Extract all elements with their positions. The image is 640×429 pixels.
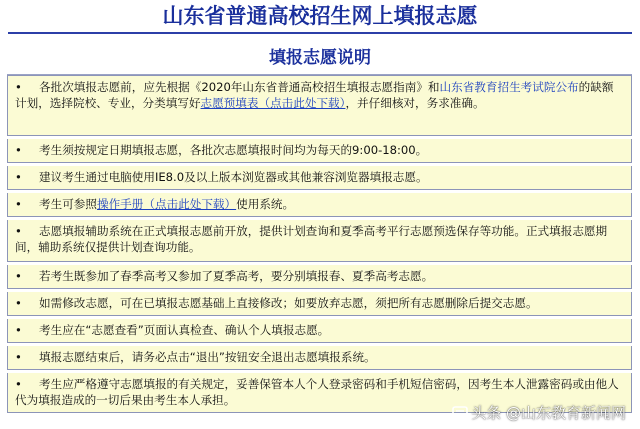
toutiao-logo-icon <box>452 406 468 420</box>
notice-item <box>7 319 632 343</box>
notice-item <box>7 75 632 136</box>
prefill-form-download-link[interactable]: 志愿预填表（点击此处下载） <box>200 96 346 110</box>
title-divider <box>8 32 632 34</box>
notice-text: 建议考生通过电脑使用IE8.0及以上版本浏览器或其他兼容浏览器填报志愿。 <box>39 170 428 184</box>
bullet: • <box>15 377 22 391</box>
bullet: • <box>15 350 22 364</box>
bullet: • <box>15 170 22 184</box>
notice-text: 考生须按规定日期填报志愿，各批次志愿填报时间均为每天的9:00-18:00。 <box>39 143 428 157</box>
notice-text: 的缺额计划，选择院校、专业，分类填写好 <box>15 80 614 110</box>
notice-item <box>7 139 632 163</box>
watermark <box>452 403 626 423</box>
bullet: • <box>15 269 22 283</box>
bullet: • <box>15 323 22 337</box>
notice-text: 各批次填报志愿前，应先根据《2020年山东省普通高校招生填报志愿指南》和 <box>39 80 440 94</box>
notice-text: 若考生既参加了春季高考又参加了夏季高考，要分别填报春、夏季高考志愿。 <box>39 269 434 283</box>
bullet: • <box>15 143 22 157</box>
notice-text: 考生应在“志愿查看”页面认真检查、确认个人填报志愿。 <box>39 323 330 337</box>
bullet: • <box>15 80 22 94</box>
notice-item <box>7 292 632 316</box>
section-title: 填报志愿说明 <box>269 48 371 68</box>
notice-text: 考生应严格遵守志愿填报的有关规定，妥善保管本人个人登录密码和手机短信密码，因考生本人泄露密码或由他人代为填报造成的一切后果由考生本人承担。 <box>15 377 619 407</box>
page-title: 山东省普通高校招生网上填报志愿 <box>162 3 478 28</box>
notice-text: 考生可参照 <box>39 197 97 211</box>
notice-text: ，并仔细核对，务求准确。 <box>345 96 485 110</box>
notice-text: 使用系统。 <box>236 197 295 211</box>
user-manual-download-link[interactable]: 操作手册（点击此处下载） <box>96 197 237 211</box>
notice-item <box>7 166 632 190</box>
notice-list <box>7 74 632 413</box>
notice-text: 填报志愿结束后，请务必点击“退出”按钮安全退出志愿填报系统。 <box>39 350 376 364</box>
bullet: • <box>15 224 22 238</box>
notice-item <box>7 346 632 370</box>
notice-item <box>7 193 632 217</box>
bullet: • <box>15 296 22 310</box>
notice-item <box>7 220 632 262</box>
notice-text: 如需修改志愿，可在已填报志愿基础上直接修改；如要放弃志愿，须把所有志愿删除后提交志愿。 <box>39 296 538 310</box>
bullet: • <box>15 197 22 211</box>
watermark-text: 头条 @山东教育新闻网 <box>471 404 626 422</box>
notice-item <box>7 265 632 289</box>
exam-institute-link[interactable]: 山东省教育招生考试院公布 <box>439 80 579 94</box>
notice-text: 志愿填报辅助系统在正式填报志愿前开放，提供计划查询和夏季高考平行志愿预选保存等功能。正式填报志愿期间，辅助系统仅提供计划查询功能。 <box>15 224 608 254</box>
